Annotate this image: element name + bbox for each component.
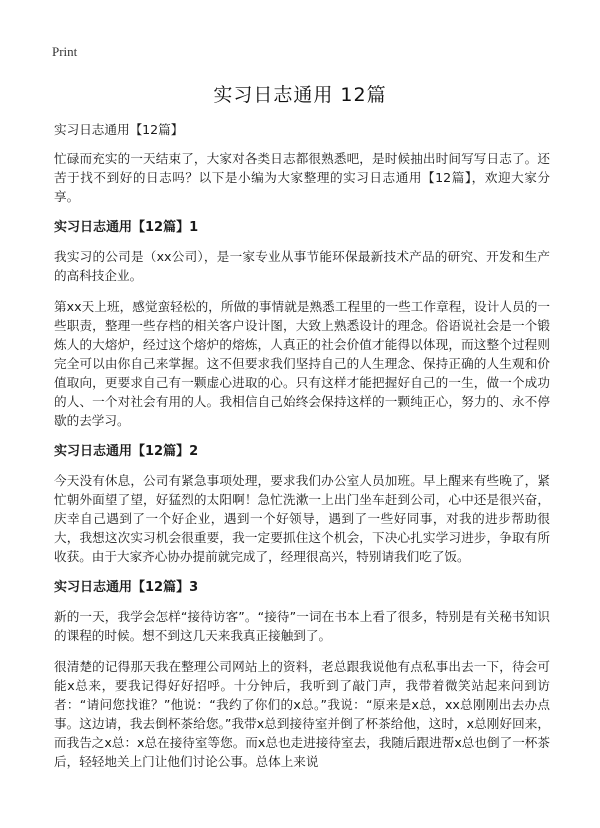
section-3-paragraph-1: 新的一天，我学会怎样“接待访客”。“接待”一词在书本上看了很多，特别是有关秘书知识的课程的时候。想不到这几天来我真正接触到了。 [54,609,550,643]
page-title: 实习日志通用 12篇 [213,84,387,106]
section-heading-1: 实习日志通用【12篇】1 [54,220,199,235]
section-1-paragraph-2: 第xx天上班，感觉蛮轻松的，所做的事情就是熟悉工程里的一些工作章程，设计人员的一些职责，整理一些存档的相关客户设计图，大致上熟悉设计的理念。俗语说社会是一个锻炼人的大熔炉，经过这个熔炉的熔炼，人真正的社会价值才能得以体现，而这整个过程则完全可以由你自己来掌握。这不但要求我们坚持自己的人生理念、保持正确的人生观和价值取向，更要求自己有一颗虚心进取的心。只有这样才能把握好自己的一生，做一个成功的人、一个对社会有用的人。我相信自己始终会保持这样的一颗纯正心，努力的、永不停歇的去学习。 [54,299,550,428]
article-subtitle: 实习日志通用【12篇】 [54,122,184,137]
article-body [54,120,550,783]
intro-paragraph: 忙碌而充实的一天结束了，大家对各类日志都很熟悉吧，是时候抽出时间写写日志了。还苦于找不到好的日志吗？以下是小编为大家整理的实习日志通用【12篇】，欢迎大家分享。 [54,151,550,204]
section-3-paragraph-2: 很清楚的记得那天我在整理公司网站上的资料，老总跟我说他有点私事出去一下，待会可能x总来，要我记得好好招呼。十分钟后，我听到了敲门声，我带着微笑站起来问到访者：“请问您找谁？”他说：“我约了你们的x总。”我说：“原来是x总，xx总刚刚出去办点事。这边请，我去倒杯茶给您。”我带x总到接待室并倒了杯茶给他，这时，x总刚好回来，而我告之x总：x总在接待室等您。而x总也走进接待室去，我随后跟进帮x总也倒了一杯茶后，轻轻地关上门让他们讨论公事。总体上来说 [54,659,550,769]
section-heading-2: 实习日志通用【12篇】2 [54,444,199,459]
section-1-paragraph-1: 我实习的公司是（xx公司），是一家专业从事节能环保最新技术产品的研究、开发和生产的高科技企业。 [54,249,550,283]
section-heading-3: 实习日志通用【12篇】3 [54,580,199,595]
section-2-paragraph-1: 今天没有休息，公司有紧急事项处理，要求我们办公室人员加班。早上醒来有些晚了，紧忙朝外面望了望，好猛烈的太阳啊！急忙洗漱一上出门坐车赶到公司，心中还是很兴奋，庆幸自己遇到了一个好企业，遇到一个好领导，遇到了一些好同事，对我的进步帮助很大，我想这次实习机会很重要，我一定要抓住这个机会，下决心扎实学习进步，争取有所收获。由于大家齐心协办提前就完成了，经理很高兴，特别请我们吃了饭。 [54,473,550,564]
print-link[interactable]: Print [52,44,78,59]
